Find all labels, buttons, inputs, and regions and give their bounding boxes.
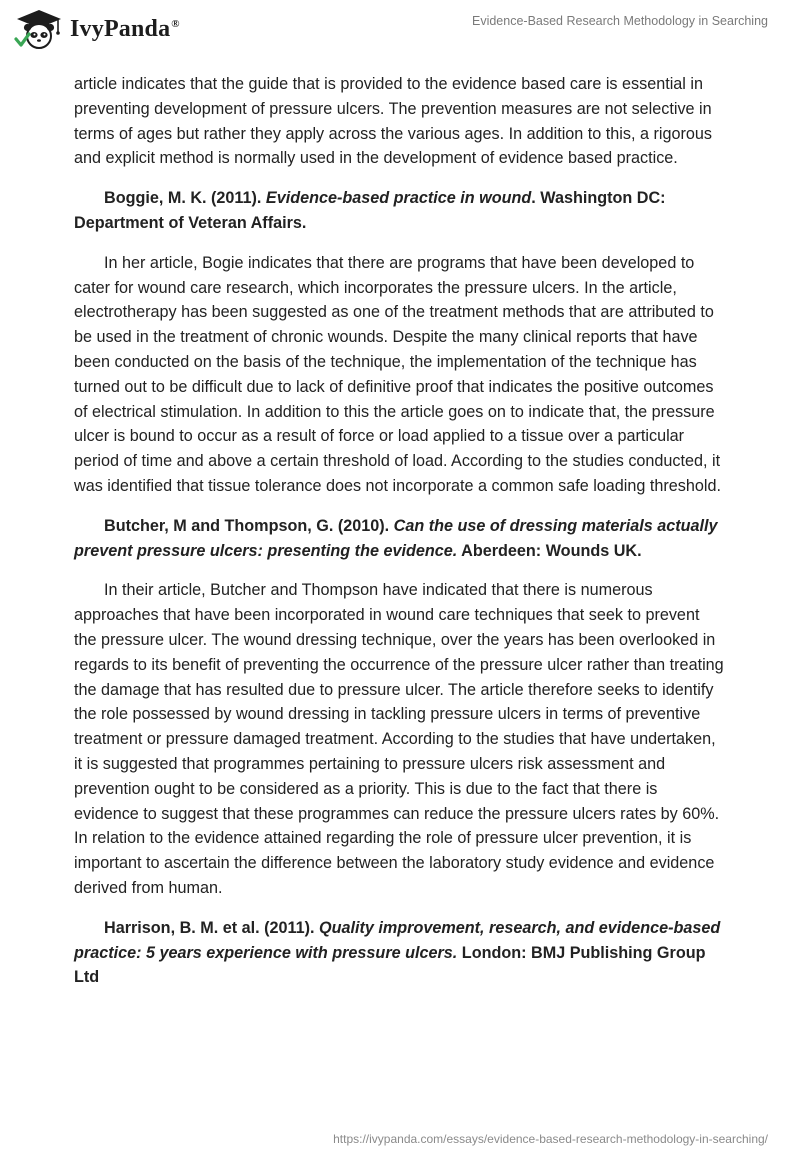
reference-title: Evidence-based practice in wound [265,189,532,208]
reference-title: Quality improvement, research, and evidence-based practice: 5 years experience with pressure ulcers. [74,918,721,962]
paragraph-continued: article indicates that the guide that is provided to the evidence based care is essential in preventing development of pressure ulcers. The prevention measures are not selective in terms of ages but rather they apply across the various ages. In addition to this, a rigorous and explicit method is normally used in the development of evidence based practice. [74,75,712,168]
reference-harrison [74,916,726,990]
paragraph-boggie-summary: In her article, Bogie indicates that there are programs that have been developed to cater for wound care research, which incorporates the pressure ulcers. In the article, electrotherapy has been suggested as one of the treatment methods that are attributed to be used in the treatment of chronic wounds. Despite the many clinical reports that have been conducted on the basis of the technique, the implementation of the technique has turned out to be difficult due to lack of definitive proof that indicates the positive outcomes of electrical stimulation. In addition to this the article goes on to indicate that, the pressure ulcer is bound to occur as a result of force or load applied to a tissue over a particular period of time and above a certain threshold of load. According to the studies conducted, it was identified that tissue tolerance does not incorporate a common safe loading threshold. [74,253,721,495]
ivypanda-logo[interactable] [14,8,180,50]
reference-boggie [74,186,726,236]
reference-publisher: . Washington DC: Department of Veteran Affairs. [74,189,666,232]
reference-authors: Harrison, B. M. et al. (2011). [104,918,320,937]
logo-wordmark: IvyPanda® [70,15,180,42]
document-title: Evidence-Based Research Methodology in Searching [471,14,768,28]
panda-graduate-icon [14,8,64,50]
reference-butcher-thompson [74,514,726,564]
page-header [0,0,800,70]
essay-body [74,72,726,1005]
reference-authors: Butcher, M and Thompson, G. (2010). [104,516,394,535]
reference-publisher: London: BMJ Publishing Group Ltd [74,943,706,987]
reference-title: Can the use of dressing materials actually prevent pressure ulcers: presenting the evidence. [74,516,718,560]
paragraph-butcher-summary: In their article, Butcher and Thompson have indicated that there is numerous approaches that have been incorporated in wound care techniques that seek to prevent the pressure ulcer. The wound dressing technique, over the years has been overlooked in regards to its benefit of preventing the occurrence of the pressure ulcer rather than treating the damage that has resulted due to pressure ulcer. The article therefore seeks to identify the role possessed by wound dressing in tackling pressure ulcers in terms of preventive treatment or pressure damaged treatment. According to the studies that have undertaken, it is suggested that programmes pertaining to pressure ulcers risk assessment and prevention ought to be considered as a priority. This is due to the fact that there is evidence to suggest that these programmes can reduce the pressure ulcers rates by 60%. In relation to the evidence attained regarding the role of pressure ulcer prevention, it is important to ascertain the difference between the laboratory study evidence and evidence derived from human. [74,581,724,897]
source-url[interactable]: https://ivypanda.com/essays/evidence-based-research-methodology-in-searching/ [333,1132,768,1146]
reference-publisher: Aberdeen: Wounds UK. [457,541,642,560]
reference-authors: Boggie, M. K. (2011). [104,189,266,208]
